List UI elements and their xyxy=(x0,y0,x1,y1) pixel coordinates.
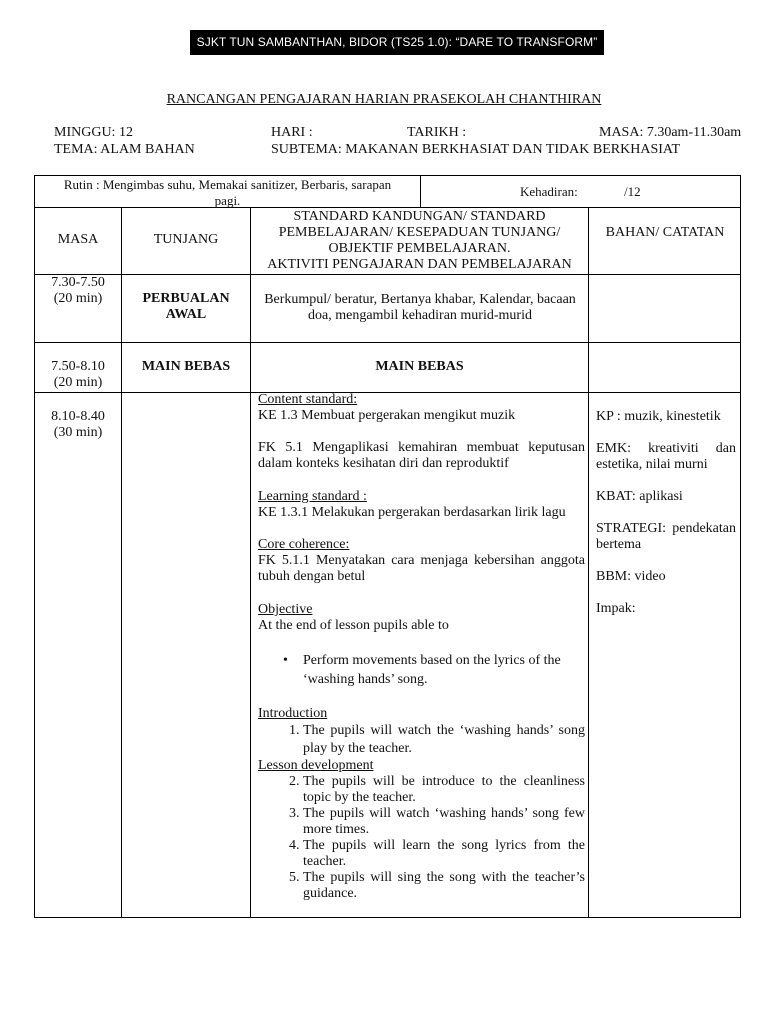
row1-tunjang-line2: AWAL xyxy=(165,307,207,322)
emk-word2: dan xyxy=(715,441,736,456)
objective-item-text: Perform movements based on the lyrics of the ‘washing hands’ song. xyxy=(303,653,561,687)
header-standard-line4: AKTIVITI PENGAJARAN DAN PEMBELAJARAN xyxy=(267,257,572,272)
time-label: MASA: 7.30am-11.30am xyxy=(599,125,742,140)
date-label: TARIKH : xyxy=(407,125,467,140)
bbm-note: BBM: video xyxy=(596,569,666,584)
development-label: Lesson development xyxy=(258,758,374,773)
list-item: 2. The pupils will be introduce to the cleanliness topic by the teacher. xyxy=(303,774,585,806)
strategi-word1: pendekatan xyxy=(672,521,736,536)
emk-word1: kreativiti xyxy=(648,441,699,456)
objective-item xyxy=(283,651,585,689)
row2-duration: (20 min) xyxy=(53,375,103,390)
header-standard-line3: OBJEKTIF PEMBELAJARAN. xyxy=(328,241,511,256)
bullet-icon: • xyxy=(283,653,288,668)
strategi-label: STRATEGI: xyxy=(596,521,666,536)
routine-row xyxy=(34,175,741,208)
objective-list xyxy=(258,651,585,689)
row2-activity: MAIN BEBAS xyxy=(375,359,464,374)
attendance-label: Kehadiran: xyxy=(520,184,578,199)
header-standard xyxy=(251,209,588,273)
emk-note xyxy=(596,441,736,473)
theme-label: TEMA: ALAM BAHAN xyxy=(54,142,195,157)
row1-tunjang xyxy=(122,291,250,323)
routine-text-line1: Rutin : Mengimbas suhu, Memakai sanitizer, Berbaris, sarapan xyxy=(63,177,392,192)
strategi-line2: bertema xyxy=(596,537,642,552)
content-standard-label: Content standard: xyxy=(258,392,358,407)
header-standard-line1: STANDARD KANDUNGAN/ STANDARD xyxy=(293,209,546,224)
row3-time-range: 8.10-8.40 xyxy=(51,409,105,424)
row3-time xyxy=(35,409,121,441)
kbat-note: KBAT: aplikasi xyxy=(596,489,683,504)
row1-time xyxy=(35,275,121,307)
header-bahan: BAHAN/ CATATAN xyxy=(605,225,725,240)
attendance-value: /12 xyxy=(624,184,641,199)
list-item: 1. The pupils will watch the ‘washing hands’ song play by the teacher. xyxy=(303,722,585,758)
learning-standard-label: Learning standard : xyxy=(258,489,367,504)
introduction-label: Introduction xyxy=(258,706,328,721)
kp-note: KP : muzik, kinestetik xyxy=(596,409,721,424)
strategi-note xyxy=(596,521,736,553)
header-tunjang: TUNJANG xyxy=(153,232,219,247)
routine-cell xyxy=(35,176,421,207)
row1-duration: (20 min) xyxy=(53,291,103,306)
header-standard-line2: PEMBELAJARAN/ KESEPADUAN TUNJANG/ xyxy=(278,225,561,240)
list-item: 4. The pupils will learn the song lyrics from the teacher. xyxy=(303,838,585,870)
school-banner: SJKT TUN SAMBANTHAN, BIDOR (TS25 1.0): “DARE TO TRANSFORM” xyxy=(190,30,604,55)
lesson-content xyxy=(258,392,585,902)
attendance-cell xyxy=(422,176,740,207)
row2-time xyxy=(35,359,121,391)
content-standard-2: FK 5.1 Mengaplikasi kemahiran membuat keputusan dalam konteks kesihatan diri dan reproduktif xyxy=(258,440,585,471)
emk-label: EMK: xyxy=(596,441,631,456)
document-title: RANCANGAN PENGAJARAN HARIAN PRASEKOLAH CHANTHIRAN xyxy=(166,92,602,107)
day-label: HARI : xyxy=(271,125,313,140)
learning-standard: KE 1.3.1 Melakukan pergerakan berdasarkan lirik lagu xyxy=(258,505,566,520)
row3-duration: (30 min) xyxy=(53,425,103,440)
row1-activity: Berkumpul/ beratur, Bertanya khabar, Kalendar, bacaan doa, mengambil kehadiran murid-murid xyxy=(264,292,576,323)
objective-intro: At the end of lesson pupils able to xyxy=(258,618,449,633)
list-item: 3. The pupils will watch ‘washing hands’ song few more times. xyxy=(303,806,585,838)
introduction-list xyxy=(258,722,585,758)
header-masa: MASA xyxy=(57,232,99,247)
bahan-catatan xyxy=(596,409,736,633)
impak-note: Impak: xyxy=(596,601,636,616)
list-item: 5. The pupils will sing the song with the teacher’s guidance. xyxy=(303,870,585,902)
objective-label: Objective xyxy=(258,602,313,617)
row1-tunjang-line1: PERBUALAN xyxy=(142,291,230,306)
row2-time-range: 7.50-8.10 xyxy=(51,359,105,374)
subtheme-label: SUBTEMA: MAKANAN BERKHASIAT DAN TIDAK BERKHASIAT xyxy=(271,142,681,157)
routine-text-line2: pagi. xyxy=(214,193,241,208)
core-coherence: FK 5.1.1 Menyatakan cara menjaga kebersihan anggota tubuh dengan betul xyxy=(258,553,585,584)
development-list xyxy=(258,774,585,902)
row1-time-range: 7.30-7.50 xyxy=(51,275,105,290)
lesson-plan-table xyxy=(34,208,741,918)
week-label: MINGGU: 12 xyxy=(54,125,133,140)
content-standard-1: KE 1.3 Membuat pergerakan mengikut muzik xyxy=(258,408,516,423)
emk-line2: estetika, nilai murni xyxy=(596,457,708,472)
row2-tunjang: MAIN BEBAS xyxy=(141,359,231,374)
core-coherence-label: Core coherence: xyxy=(258,537,350,552)
